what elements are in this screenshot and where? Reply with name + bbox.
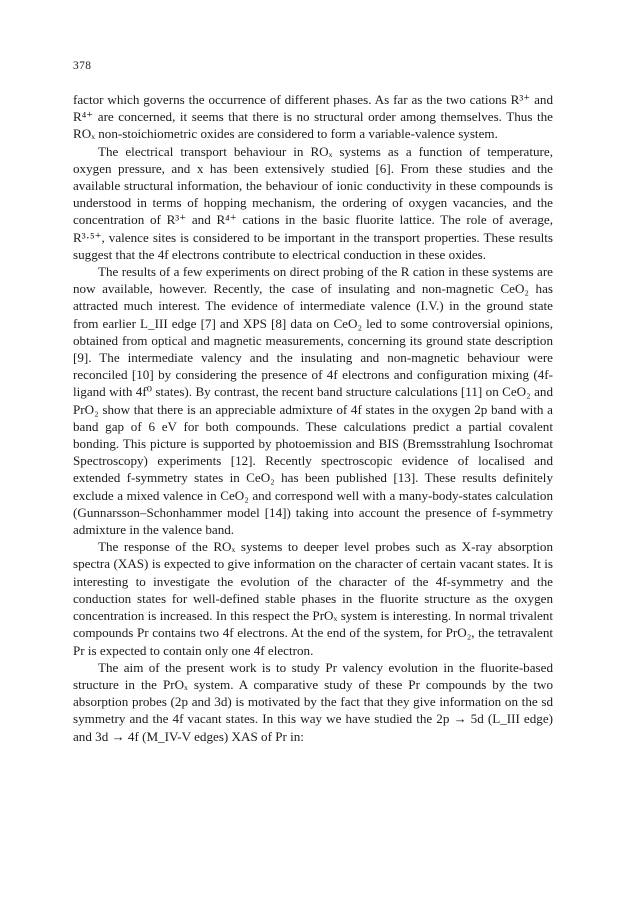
body-text <box>73 91 553 745</box>
paragraph: The response of the ROₓ systems to deeper level probes such as X-ray absorption spectra (XAS) is expected to give information on the character of certain vacant states. It is interesting to investigate the evolution of the character of the 4f-symmetry and the conduction states for well-defined stable phases in the fluorite structure as the oxygen concentration is increased. In this respect the PrOₓ system is interesting. In normal trivalent compounds Pr contains two 4f electrons. At the end of the system, for PrO₂, the tetravalent Pr is expected to contain only one 4f electron. <box>73 539 553 658</box>
paragraph: The results of a few experiments on direct probing of the R cation in these systems are now available, however. Recently, the case of insulating and non-magnetic CeO₂ has attracted much interest. The evidence of intermediate valence (I.V.) in the ground state from earlier L_III edge [7] and XPS [8] data on CeO₂ led to some controversial opinions, obtained from optical and magnetic measurements, concerning its ground state description [9]. The intermediate valency and the insulating and non-magnetic behaviour were reconciled [10] by considering the presence of 4f electrons and configuration mixing (4f-ligand with 4f⁰ states). By contrast, the recent band structure calculations [11] on CeO₂ and PrO₂ show that there is an appreciable admixture of 4f states in the oxygen 2p band with a band gap of 6 eV for both compounds. These calculations predict a partial covalent bonding. This picture is supported by photoemission and BIS (Bremsstrahlung Isochromat Spectroscopy) experiments [12]. Recently spectroscopic evidence of localised and extended f-symmetry states in CeO₂ has been published [13]. These results definitely exclude a mixed valence in CeO₂ and correspond well with a many-body-states calculation (Gunnarsson–Schonhammer model [14]) taking into account the presence of f-symmetry admixture in the valence band. <box>73 264 553 538</box>
page-number: 378 <box>73 60 92 72</box>
paragraph: factor which governs the occurrence of different phases. As far as the two cations R³⁺ and R⁴⁺ are concerned, it seems that there is no structural order among themselves. Thus the ROₓ non-stoichiometric oxides are considered to form a variable-valence system. <box>73 92 553 142</box>
paragraph: The electrical transport behaviour in ROₓ systems as a function of temperature, oxygen pressure, and x has been extensively studied [6]. From these studies and the available structural information, the behaviour of ionic conductivity in these compounds is understood in terms of hopping mechanism, the ordering of oxygen vacancies, and the concentration of R³⁺ and R⁴⁺ cations in the basic fluorite lattice. The role of average, R³·⁵⁺, valence sites is considered to be important in the transport properties. These results suggest that the 4f electrons contribute to electrical conduction in these oxides. <box>73 143 553 262</box>
paragraph: The aim of the present work is to study Pr valency evolution in the fluorite-based structure in the PrOₓ system. A comparative study of these Pr compounds by the two absorption probes (2p and 3d) is motivated by the fact that they give information on the sd symmetry and the 4f vacant states. In this way we have studied the 2p → 5d (L_III edge) and 3d → 4f (M_IV-V edges) XAS of Pr in: <box>73 659 553 744</box>
